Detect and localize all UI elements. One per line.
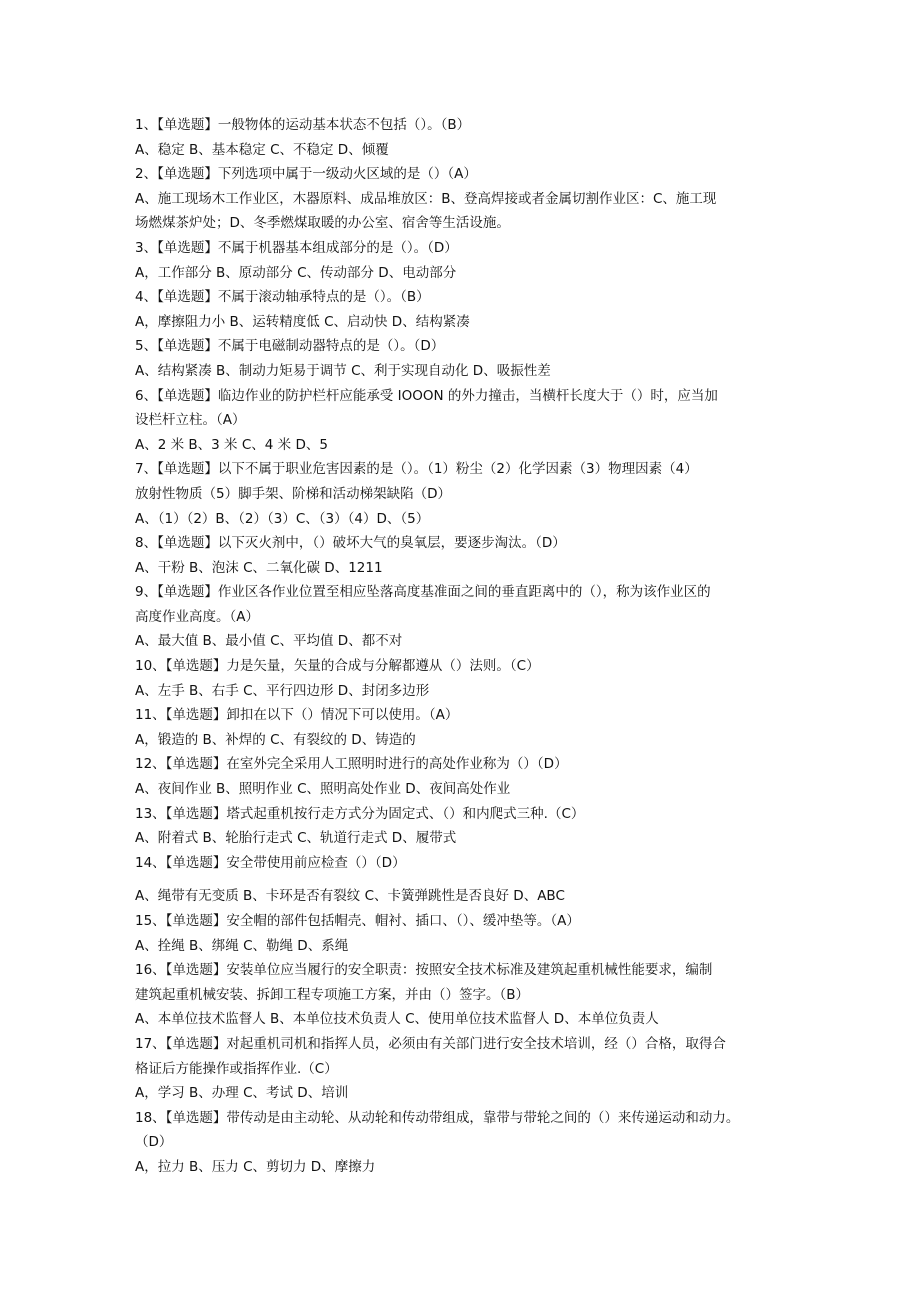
question-17-line-2: 格证后方能操作或指挥作业.（C） [135, 1060, 338, 1077]
options-3: A，工作部分 B、原动部分 C、传动部分 D、电动部分 [135, 264, 457, 281]
question-6-line-1: 6、【单选题】临边作业的防护栏杆应能承受 IOOON 的外力撞击，当横杆长度大于（）时，应当加 [135, 387, 718, 404]
question-18-line-2: （D） [135, 1134, 173, 1151]
question-1: 1、【单选题】一般物体的运动基本状态不包括（）。（B） [135, 117, 471, 133]
question-4: 4、【单选题】不属于滚动轴承特点的是（）。（B） [135, 289, 430, 306]
question-2: 2、【单选题】下列选项中属于一级动火区域的是（）（A） [135, 166, 477, 183]
options-18: A，拉力 B、压力 C、剪切力 D、摩擦力 [135, 1158, 376, 1175]
options-12: A、夜间作业 B、照明作业 C、照明高处作业 D、夜间高处作业 [135, 781, 511, 798]
question-6-line-2: 设栏杆立柱。（A） [135, 412, 246, 429]
options-10: A、左手 B、右手 C、平行四边形 D、封闭多边形 [135, 682, 430, 699]
options-11: A，锻造的 B、补焊的 C、有裂纹的 D、铸造的 [135, 731, 416, 748]
options-2-line-1: A、施工现场木工作业区，木器原料、成品堆放区：B、登高焊接或者金属切割作业区：C、施工现 [135, 190, 717, 207]
options-7: A、（1）（2）B、（2）（3）C、（3）（4）D、（5） [135, 510, 430, 527]
options-17: A，学习 B、办理 C、考试 D、培训 [135, 1085, 349, 1102]
options-9: A、最大值 B、最小值 C、平均值 D、都不对 [135, 633, 403, 650]
options-4: A，摩擦阻力小 B、运转精度低 C、启动快 D、结构紧凑 [135, 313, 470, 330]
question-8: 8、【单选题】以下灭火剂中，（）破坏大气的臭氧层，要逐步淘汰。（D） [135, 535, 566, 552]
question-15: 15、【单选题】安全帽的部件包括帽壳、帽衬、插口、（）、缓冲垫等。（A） [135, 913, 580, 929]
question-14: 14、【单选题】安全带使用前应检查（）（D） [135, 854, 406, 871]
question-7-line-2: 放射性物质（5）脚手架、阶梯和活动梯架缺陷（D） [135, 485, 451, 502]
question-10: 10、【单选题】力是矢量，矢量的合成与分解都遵从（）法则。（C） [135, 658, 540, 675]
question-3: 3、【单选题】不属于机器基本组成部分的是（）。（D） [135, 239, 458, 256]
question-7-line-1: 7、【单选题】以下不属于职业危害因素的是（）。（1）粉尘（2）化学因素（3）物理因素（4） [135, 461, 698, 478]
options-2-line-2: 场燃煤茶炉处；D、冬季燃煤取暖的办公室、宿舍等生活设施。 [135, 215, 510, 232]
options-6: A、2 米 B、3 米 C、4 米 D、5 [135, 436, 328, 453]
question-5: 5、【单选题】不属于电磁制动器特点的是（）。（D） [135, 338, 445, 355]
options-8: A、干粉 B、泡沫 C、二氧化碳 D、1211 [135, 559, 383, 576]
question-11: 11、【单选题】卸扣在以下（）情况下可以使用。（A） [135, 707, 459, 724]
question-16-line-1: 16、【单选题】安装单位应当履行的安全职责：按照安全技术标准及建筑起重机械性能要求，编制 [135, 962, 713, 979]
question-12: 12、【单选题】在室外完全采用人工照明时进行的高处作业称为（）（D） [135, 756, 568, 773]
options-14: A、绳带有无变质 B、卡环是否有裂纹 C、卡簧弹跳性是否良好 D、ABC [135, 888, 565, 905]
options-13: A、附着式 B、轮胎行走式 C、轨道行走式 D、履带式 [135, 830, 457, 847]
question-18-line-1: 18、【单选题】带传动是由主动轮、从动轮和传动带组成，靠带与带轮之间的（）来传递运动和动力。 [135, 1109, 740, 1126]
question-17-line-1: 17、【单选题】对起重机司机和指挥人员，必须由有关部门进行安全技术培训，经（）合格，取得合 [135, 1035, 726, 1052]
question-16-line-2: 建筑起重机械安装、拆卸工程专项施工方案，并由（）签字。（B） [135, 986, 530, 1003]
document-body [135, 113, 795, 1180]
question-13: 13、【单选题】塔式起重机按行走方式分为固定式、（）和内爬式三种.（C） [135, 805, 585, 822]
question-9-line-2: 高度作业高度。（A） [135, 608, 259, 625]
question-9-line-1: 9、【单选题】作业区各作业位置至相应坠落高度基准面之间的垂直距离中的（），称为该作业区的 [135, 584, 711, 601]
options-15: A、拴绳 B、绑绳 C、勒绳 D、系绳 [135, 937, 349, 954]
options-1: A、稳定 B、基本稳定 C、不稳定 D、倾覆 [135, 141, 389, 158]
options-5: A、结构紧凑 B、制动力矩易于调节 C、利于实现自动化 D、吸振性差 [135, 362, 551, 379]
options-16: A、本单位技术监督人 B、本单位技术负责人 C、使用单位技术监督人 D、本单位负责人 [135, 1011, 659, 1028]
